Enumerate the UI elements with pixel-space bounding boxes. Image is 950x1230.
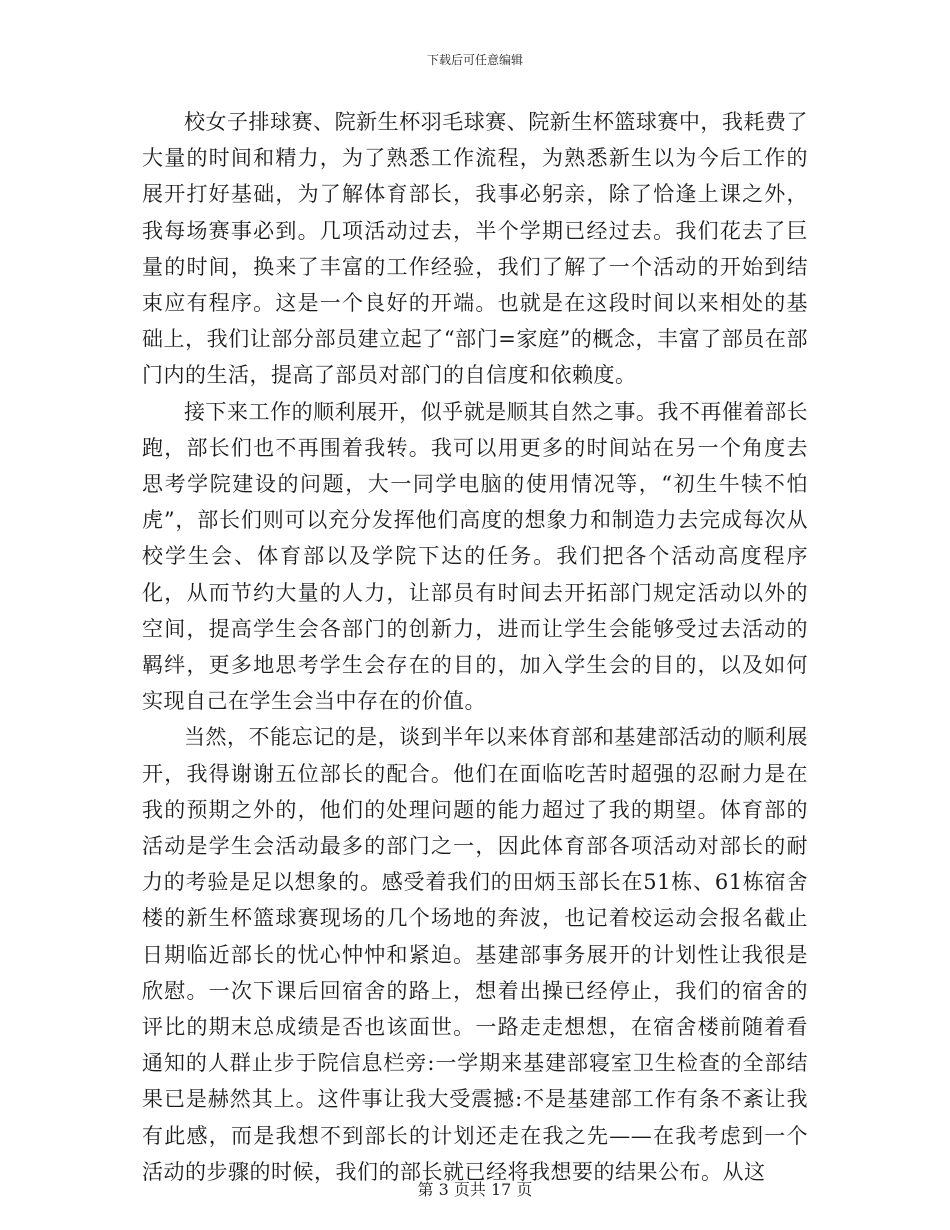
paragraph: 校女子排球赛、院新生杯羽毛球赛、院新生杯篮球赛中，我耗费了大量的时间和精力，为了熟悉工作流程，为熟悉新生以为今后工作的展开打好基础，为了解体育部长，我事必躬亲，除了恰逢上课之外，我每场赛事必到。几项活动过去，半个学期已经过去。我们花去了巨量的时间，换来了丰富的工作经验，我们了解了一个活动的开始到结束应有程序。这是一个良好的开端。也就是在这段时间以来相处的基础上，我们让部分部员建立起了“部门=家庭”的概念，丰富了部员在部门内的生活，提高了部员对部门的自信度和依赖度。 xyxy=(142,110,808,388)
document-body xyxy=(142,104,808,1190)
page-header: 下载后可任意编辑 xyxy=(426,53,523,67)
paragraph: 当然，不能忘记的是，谈到半年以来体育部和基建部活动的顺利展开，我得谢谢五位部长的配合。他们在面临吃苦时超强的忍耐力是在我的预期之外的，他们的处理问题的能力超过了我的期望。体育部的活动是学生会活动最多的部门之一，因此体育部各项活动对部长的耐力的考验是足以想象的。感受着我们的田炳玉部长在51栋、61栋宿舍楼的新生杯篮球赛现场的几个场地的奔波，也记着校运动会报名截止日期临近部长的忧心忡忡和紧迫。基建部事务展开的计划性让我很是欣慰。一次下课后回宿舍的路上，想着出操已经停止，我们的宿舍的评比的期末总成绩是否也该面世。一路走走想想，在宿舍楼前随着看通知的人群止步于院信息栏旁:一学期来基建部寝室卫生检查的全部结果已是赫然其上。这件事让我大受震撼:不是基建部工作有条不紊让我有此感，而是我想不到部长的计划还走在我之先——在我考虑到一个活动的步骤的时候，我们的部长就已经将我想要的结果公布。从这 xyxy=(142,725,808,1184)
page-number-footer: 第 3 页共 17 页 xyxy=(417,1180,533,1199)
paragraph: 接下来工作的顺利展开，似乎就是顺其自然之事。我不再催着部长跑，部长们也不再围着我转。我可以用更多的时间站在另一个角度去思考学院建设的问题，大一同学电脑的使用情况等，“初生牛犊不怕虎”，部长们则可以充分发挥他们高度的想象力和制造力去完成每次从校学生会、体育部以及学院下达的任务。我们把各个活动高度程序化，从而节约大量的人力，让部员有时间去开拓部门规定活动以外的空间，提高学生会各部门的创新力，进而让学生会能够受过去活动的羁绊，更多地思考学生会存在的目的，加入学生会的目的，以及如何实现自己在学生会当中存在的价值。 xyxy=(142,399,808,714)
